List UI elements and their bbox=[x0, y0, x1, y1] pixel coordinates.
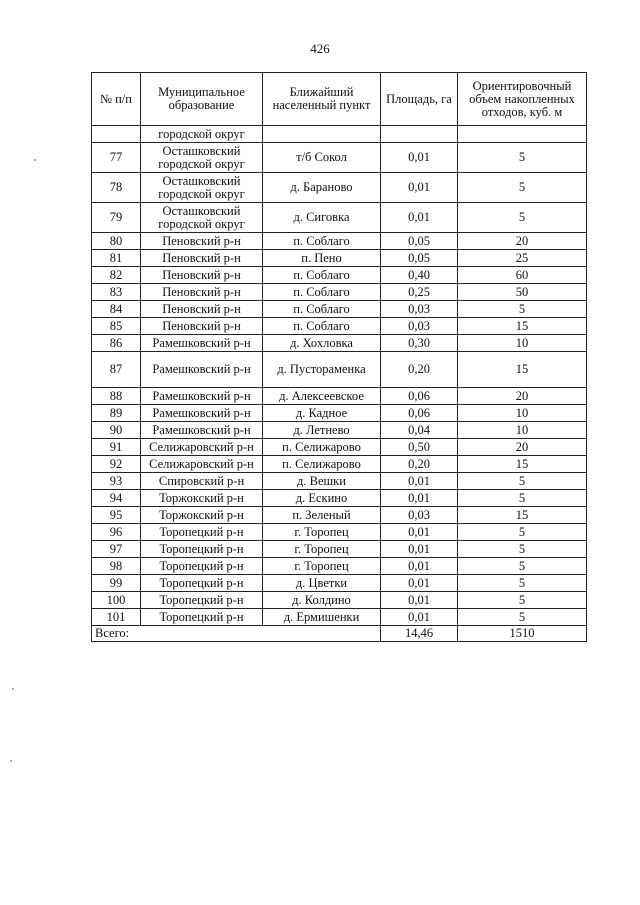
total-label: Всего: bbox=[92, 626, 381, 642]
cell-settlement: г. Торопец bbox=[263, 558, 381, 575]
cell-volume: 25 bbox=[458, 250, 587, 267]
cell-num: 81 bbox=[92, 250, 141, 267]
table-header-row bbox=[92, 73, 587, 126]
cell-volume: 10 bbox=[458, 422, 587, 439]
table-row bbox=[92, 352, 587, 388]
table-row-continuation bbox=[92, 126, 587, 143]
cell-municipality: Пеновский р-н bbox=[141, 284, 263, 301]
cell-municipality: Пеновский р-н bbox=[141, 233, 263, 250]
cell-municipality: Торжокский р-н bbox=[141, 507, 263, 524]
cell-volume: 5 bbox=[458, 575, 587, 592]
cell-volume: 15 bbox=[458, 318, 587, 335]
cell-volume: 5 bbox=[458, 541, 587, 558]
table-row bbox=[92, 173, 587, 203]
cell-num: 97 bbox=[92, 541, 141, 558]
cell-settlement: д. Хохловка bbox=[263, 335, 381, 352]
cell-volume: 15 bbox=[458, 352, 587, 388]
table-row bbox=[92, 490, 587, 507]
cell-municipality: Спировский р-н bbox=[141, 473, 263, 490]
cell-volume: 5 bbox=[458, 592, 587, 609]
table-row bbox=[92, 558, 587, 575]
cell-area: 0,01 bbox=[381, 609, 458, 626]
cell-settlement: п. Соблаго bbox=[263, 301, 381, 318]
cell-settlement: д. Бараново bbox=[263, 173, 381, 203]
cell-volume bbox=[458, 126, 587, 143]
table-row bbox=[92, 388, 587, 405]
waste-sites-table bbox=[91, 72, 587, 642]
scan-speck bbox=[12, 688, 14, 690]
header-volume: Ориентировочный объем накопленных отходов, куб. м bbox=[458, 73, 587, 126]
cell-area: 0,25 bbox=[381, 284, 458, 301]
cell-num: 98 bbox=[92, 558, 141, 575]
cell-num: 84 bbox=[92, 301, 141, 318]
cell-volume: 20 bbox=[458, 439, 587, 456]
table-row bbox=[92, 575, 587, 592]
header-municipality: Муниципальное образование bbox=[141, 73, 263, 126]
cell-area: 0,03 bbox=[381, 301, 458, 318]
table-row bbox=[92, 473, 587, 490]
cell-municipality: городской округ bbox=[141, 126, 263, 143]
table-row bbox=[92, 456, 587, 473]
cell-municipality: Торопецкий р-н bbox=[141, 609, 263, 626]
page-number: 426 bbox=[310, 41, 330, 56]
cell-num: 94 bbox=[92, 490, 141, 507]
cell-settlement: д. Вешки bbox=[263, 473, 381, 490]
cell-municipality: Рамешковский р-н bbox=[141, 405, 263, 422]
cell-settlement: п. Соблаго bbox=[263, 318, 381, 335]
table-row bbox=[92, 233, 587, 250]
table-row bbox=[92, 592, 587, 609]
cell-settlement: д. Цветки bbox=[263, 575, 381, 592]
cell-num: 99 bbox=[92, 575, 141, 592]
cell-volume: 60 bbox=[458, 267, 587, 284]
cell-municipality: Пеновский р-н bbox=[141, 250, 263, 267]
cell-num: 95 bbox=[92, 507, 141, 524]
table-body bbox=[92, 126, 587, 626]
cell-num: 85 bbox=[92, 318, 141, 335]
cell-volume: 15 bbox=[458, 456, 587, 473]
cell-municipality: Осташковский городской округ bbox=[141, 143, 263, 173]
cell-settlement: д. Сиговка bbox=[263, 203, 381, 233]
cell-municipality: Пеновский р-н bbox=[141, 318, 263, 335]
cell-num: 92 bbox=[92, 456, 141, 473]
cell-settlement: т/б Сокол bbox=[263, 143, 381, 173]
cell-area bbox=[381, 126, 458, 143]
table-row bbox=[92, 335, 587, 352]
cell-area: 0,05 bbox=[381, 250, 458, 267]
cell-area: 0,20 bbox=[381, 352, 458, 388]
cell-num: 83 bbox=[92, 284, 141, 301]
cell-volume: 5 bbox=[458, 203, 587, 233]
cell-municipality: Рамешковский р-н bbox=[141, 388, 263, 405]
table-row bbox=[92, 422, 587, 439]
cell-settlement: д. Пустораменка bbox=[263, 352, 381, 388]
cell-area: 0,01 bbox=[381, 592, 458, 609]
cell-volume: 10 bbox=[458, 335, 587, 352]
table-row bbox=[92, 405, 587, 422]
cell-municipality: Торопецкий р-н bbox=[141, 592, 263, 609]
total-row bbox=[92, 626, 587, 642]
cell-municipality: Торопецкий р-н bbox=[141, 541, 263, 558]
cell-settlement: п. Зеленый bbox=[263, 507, 381, 524]
header-area: Площадь, га bbox=[381, 73, 458, 126]
cell-volume: 15 bbox=[458, 507, 587, 524]
header-settlement: Ближайший населенный пункт bbox=[263, 73, 381, 126]
cell-area: 0,30 bbox=[381, 335, 458, 352]
cell-num: 100 bbox=[92, 592, 141, 609]
cell-num: 86 bbox=[92, 335, 141, 352]
table-row bbox=[92, 203, 587, 233]
cell-settlement: п. Соблаго bbox=[263, 284, 381, 301]
cell-volume: 20 bbox=[458, 388, 587, 405]
cell-settlement: д. Колдино bbox=[263, 592, 381, 609]
cell-settlement: п. Соблаго bbox=[263, 267, 381, 284]
cell-area: 0,01 bbox=[381, 524, 458, 541]
cell-volume: 5 bbox=[458, 524, 587, 541]
table-row bbox=[92, 524, 587, 541]
cell-settlement: г. Торопец bbox=[263, 524, 381, 541]
table-row bbox=[92, 507, 587, 524]
cell-volume: 10 bbox=[458, 405, 587, 422]
cell-volume: 5 bbox=[458, 558, 587, 575]
cell-num: 93 bbox=[92, 473, 141, 490]
cell-area: 0,50 bbox=[381, 439, 458, 456]
cell-area: 0,06 bbox=[381, 388, 458, 405]
table-row bbox=[92, 541, 587, 558]
total-volume: 1510 bbox=[458, 626, 587, 642]
cell-municipality: Осташковский городской округ bbox=[141, 173, 263, 203]
cell-settlement: г. Торопец bbox=[263, 541, 381, 558]
table-row bbox=[92, 267, 587, 284]
cell-municipality: Селижаровский р-н bbox=[141, 456, 263, 473]
cell-settlement: д. Алексеевское bbox=[263, 388, 381, 405]
cell-num: 79 bbox=[92, 203, 141, 233]
cell-area: 0,03 bbox=[381, 507, 458, 524]
cell-num: 91 bbox=[92, 439, 141, 456]
cell-municipality: Торопецкий р-н bbox=[141, 524, 263, 541]
cell-municipality: Рамешковский р-н bbox=[141, 422, 263, 439]
cell-num: 88 bbox=[92, 388, 141, 405]
cell-municipality: Торопецкий р-н bbox=[141, 575, 263, 592]
cell-area: 0,03 bbox=[381, 318, 458, 335]
cell-num bbox=[92, 126, 141, 143]
cell-municipality: Рамешковский р-н bbox=[141, 335, 263, 352]
cell-volume: 5 bbox=[458, 473, 587, 490]
cell-municipality: Рамешковский р-н bbox=[141, 352, 263, 388]
cell-municipality: Торжокский р-н bbox=[141, 490, 263, 507]
cell-num: 89 bbox=[92, 405, 141, 422]
cell-settlement: п. Селижарово bbox=[263, 439, 381, 456]
table-row bbox=[92, 301, 587, 318]
table-row bbox=[92, 143, 587, 173]
cell-num: 90 bbox=[92, 422, 141, 439]
table-row bbox=[92, 250, 587, 267]
cell-settlement: д. Кадное bbox=[263, 405, 381, 422]
cell-volume: 5 bbox=[458, 173, 587, 203]
cell-num: 78 bbox=[92, 173, 141, 203]
cell-area: 0,40 bbox=[381, 267, 458, 284]
scan-speck bbox=[10, 760, 12, 762]
cell-area: 0,01 bbox=[381, 203, 458, 233]
cell-area: 0,01 bbox=[381, 143, 458, 173]
table-row bbox=[92, 609, 587, 626]
total-area: 14,46 bbox=[381, 626, 458, 642]
cell-volume: 5 bbox=[458, 301, 587, 318]
cell-num: 101 bbox=[92, 609, 141, 626]
cell-municipality: Осташковский городской округ bbox=[141, 203, 263, 233]
cell-area: 0,06 bbox=[381, 405, 458, 422]
cell-municipality: Селижаровский р-н bbox=[141, 439, 263, 456]
cell-area: 0,01 bbox=[381, 541, 458, 558]
cell-volume: 5 bbox=[458, 490, 587, 507]
table-row bbox=[92, 284, 587, 301]
cell-num: 77 bbox=[92, 143, 141, 173]
table-row bbox=[92, 318, 587, 335]
cell-settlement: д. Ермишенки bbox=[263, 609, 381, 626]
scan-speck bbox=[34, 159, 36, 161]
table-row bbox=[92, 439, 587, 456]
cell-num: 82 bbox=[92, 267, 141, 284]
cell-municipality: Пеновский р-н bbox=[141, 301, 263, 318]
cell-volume: 50 bbox=[458, 284, 587, 301]
cell-municipality: Пеновский р-н bbox=[141, 267, 263, 284]
cell-volume: 5 bbox=[458, 609, 587, 626]
cell-area: 0,01 bbox=[381, 473, 458, 490]
cell-area: 0,01 bbox=[381, 558, 458, 575]
cell-area: 0,04 bbox=[381, 422, 458, 439]
header-num: № п/п bbox=[92, 73, 141, 126]
cell-area: 0,20 bbox=[381, 456, 458, 473]
cell-area: 0,01 bbox=[381, 575, 458, 592]
cell-settlement: д. Летнево bbox=[263, 422, 381, 439]
cell-num: 87 bbox=[92, 352, 141, 388]
cell-municipality: Торопецкий р-н bbox=[141, 558, 263, 575]
cell-volume: 20 bbox=[458, 233, 587, 250]
cell-num: 80 bbox=[92, 233, 141, 250]
cell-area: 0,01 bbox=[381, 490, 458, 507]
cell-area: 0,01 bbox=[381, 173, 458, 203]
cell-settlement: п. Пено bbox=[263, 250, 381, 267]
cell-settlement: п. Соблаго bbox=[263, 233, 381, 250]
cell-settlement: п. Селижарово bbox=[263, 456, 381, 473]
cell-area: 0,05 bbox=[381, 233, 458, 250]
cell-settlement bbox=[263, 126, 381, 143]
cell-settlement: д. Ескино bbox=[263, 490, 381, 507]
cell-volume: 5 bbox=[458, 143, 587, 173]
cell-num: 96 bbox=[92, 524, 141, 541]
